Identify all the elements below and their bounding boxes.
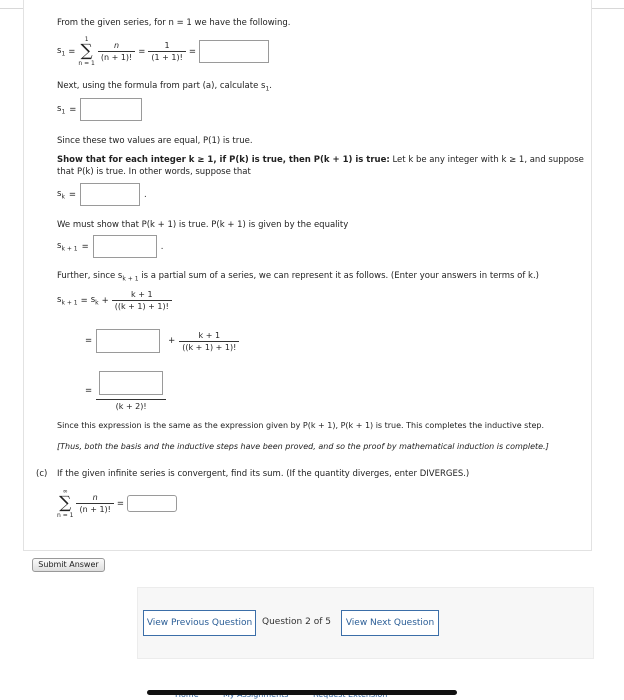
- submit-answer-button[interactable]: Submit Answer: [32, 558, 105, 572]
- basis-intro: From the given series, for n = 1 we have the following.: [57, 18, 291, 28]
- s1-formula-input[interactable]: [80, 98, 142, 121]
- final-numerator-input[interactable]: [99, 371, 163, 395]
- fraction-1-over-2-factorial: $\frac{1}{(1 + 1)!}$: [148, 41, 185, 62]
- step1-fraction: $\frac{k + 1}{((k + 1) + 1)!}$: [179, 331, 239, 352]
- conclusion-text: Since this expression is the same as the expression given by P(k + 1), P(k + 1) is true. This completes the inductive step.: [57, 421, 545, 430]
- question-position: Question 2 of 5: [262, 617, 331, 627]
- s1-formula-row: $s_1$ =: [57, 98, 142, 121]
- final-fraction: (k + 2)!: [96, 371, 166, 411]
- part-c-label: (c): [36, 469, 48, 479]
- must-show-text: We must show that P(k + 1) is true. P(k + 1) is given by the equality: [57, 220, 349, 230]
- sk1-row: $s_{k + 1}$ = .: [57, 235, 163, 258]
- step1-input[interactable]: [96, 329, 160, 353]
- part-c-text: If the given infinite series is convergent, find its sum. (If the quantity diverges, enter DIVERGES.): [57, 469, 470, 479]
- equal-text: Since these two values are equal, P(1) is true.: [57, 136, 253, 146]
- sk1-input[interactable]: [93, 235, 157, 258]
- series-sum-input[interactable]: [127, 495, 177, 512]
- basis-equation: $s_1$ = 1 ∑ n = 1 $\frac{n}{(n + 1)!}$ = $\frac{1}{(1 + 1)!}$ =: [57, 36, 269, 67]
- view-previous-question-button[interactable]: View Previous Question: [143, 610, 256, 636]
- part-c-equation: ∞ ∑ n = 1 $\frac{n}{(n + 1)!}$ =: [57, 488, 177, 519]
- step1-row: = + $\frac{k + 1}{((k + 1) + 1)!}$: [85, 329, 239, 353]
- thus-text: [Thus, both the basis and the inductive steps have been proved, and so the proof by mathematical induction is complete.]: [57, 442, 549, 451]
- basis-sum-input[interactable]: [199, 40, 269, 63]
- infinite-summation-icon: ∞ ∑ n = 1: [57, 488, 74, 519]
- next-calc-text: Next, using the formula from part (a), calculate $s_1$.: [57, 81, 272, 93]
- inductive-heading-line2: that P(k) is true. In other words, suppose that: [57, 167, 251, 177]
- view-next-question-button[interactable]: View Next Question: [341, 610, 439, 636]
- home-indicator-bar: [147, 690, 457, 695]
- summation-icon: 1 ∑ n = 1: [78, 36, 95, 67]
- further-text: Further, since $s_{k + 1}$ is a partial sum of a series, we can represent it as follows. (Enter your answers in terms of k.): [57, 271, 539, 283]
- inductive-heading: Show that for each integer k ≥ 1, if P(k) is true, then P(k + 1) is true: Let k be any integer with k ≥ 1, and suppose: [57, 155, 584, 165]
- partial-sum-fraction: $\frac{k + 1}{((k + 1) + 1)!}$: [112, 290, 172, 311]
- sk-row: $s_k$ = .: [57, 183, 147, 206]
- sk-input[interactable]: [80, 183, 140, 206]
- part-c-fraction: $\frac{n}{(n + 1)!}$: [76, 493, 113, 514]
- fraction-n-over-factorial: $\frac{n}{(n + 1)!}$: [98, 41, 135, 62]
- s1-symbol: $s_1$: [57, 45, 66, 58]
- step2-row: = (k + 2)!: [85, 371, 166, 411]
- partial-sum-equation: $s_{k + 1}$ = $s_k$ + $\frac{k + 1}{((k + 1) + 1)!}$: [57, 290, 172, 311]
